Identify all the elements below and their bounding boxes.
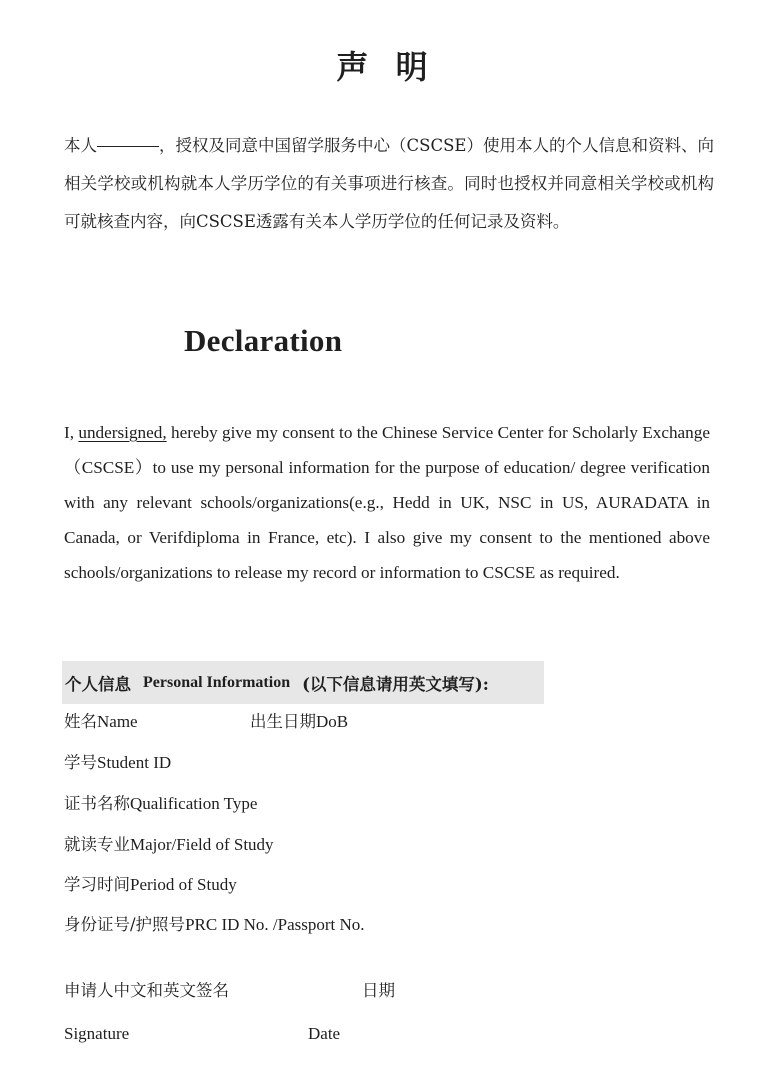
- chinese-paragraph-body: ，授权及同意中国留学服务中心（CSCSE）使用本人的个人信息和资料、向相关学校或机构就本人学历学位的有关事项进行核查。同时也授权并同意相关学校或机构可就核查内容，向CSCSE透露有关本人学历学位的任何记录及资料。: [64, 136, 715, 231]
- undersigned-text: undersigned,: [78, 423, 167, 442]
- passport-label-cn: 身份证号/护照号: [64, 915, 186, 934]
- name-blank-line: [97, 146, 159, 147]
- qualification-label-en: Qualification Type: [130, 794, 258, 813]
- chinese-title: 声 明: [336, 48, 436, 86]
- signature-label-en: Signature: [64, 1024, 130, 1043]
- english-title: Declaration: [184, 323, 343, 358]
- student-id-label-cn: 学号: [64, 753, 97, 772]
- dob-label-en: DoB: [316, 712, 349, 731]
- english-paragraph-prefix: I,: [64, 423, 79, 442]
- dob-label-cn: 出生日期: [250, 712, 316, 731]
- passport-label-en: PRC ID No. /Passport No.: [185, 915, 365, 934]
- date-label-en: Date: [308, 1024, 341, 1043]
- personal-info-header-en: Personal Information: [143, 673, 291, 691]
- dob-field-label: [250, 708, 348, 732]
- personal-info-header-note: (以下信息请用英文填写):: [302, 674, 489, 694]
- passport-field-label: [64, 911, 365, 935]
- major-label-cn: 就读专业: [64, 835, 130, 854]
- english-paragraph-body: hereby give my consent to the Chinese Service Center for Scholarly Exchange（CSCSE）to use my personal information for the purpose of education/ degree verification with any relevant schools/organizations(e.g., Hedd in UK, NSC in US, AURADATA in Canada, or Verifdiploma in France, etc). I also give my consent to the mentioned above schools/organizations to release my record or information to CSCSE as required.: [64, 423, 710, 582]
- major-label-en: Major/Field of Study: [130, 835, 274, 854]
- english-declaration-paragraph: [64, 415, 710, 590]
- period-label-cn: 学习时间: [64, 875, 130, 894]
- signature-label-cn: 申请人中文和英文签名: [64, 981, 229, 1000]
- period-field-label: [64, 871, 237, 895]
- student-id-field-label: [64, 749, 171, 773]
- major-field-label: [64, 831, 274, 855]
- date-label-cn: 日期: [362, 981, 395, 1000]
- qualification-field-label: [64, 790, 257, 814]
- name-field-label: [64, 708, 138, 732]
- student-id-label-en: Student ID: [97, 753, 172, 772]
- chinese-declaration-paragraph: [64, 127, 714, 241]
- name-label-en: Name: [97, 712, 138, 731]
- name-label-cn: 姓名: [64, 712, 97, 731]
- qualification-label-cn: 证书名称: [64, 794, 130, 813]
- chinese-paragraph-lead: 本人: [64, 136, 98, 155]
- personal-info-header-cn: 个人信息: [65, 674, 131, 694]
- personal-information-header: [62, 661, 544, 704]
- period-label-en: Period of Study: [130, 875, 237, 894]
